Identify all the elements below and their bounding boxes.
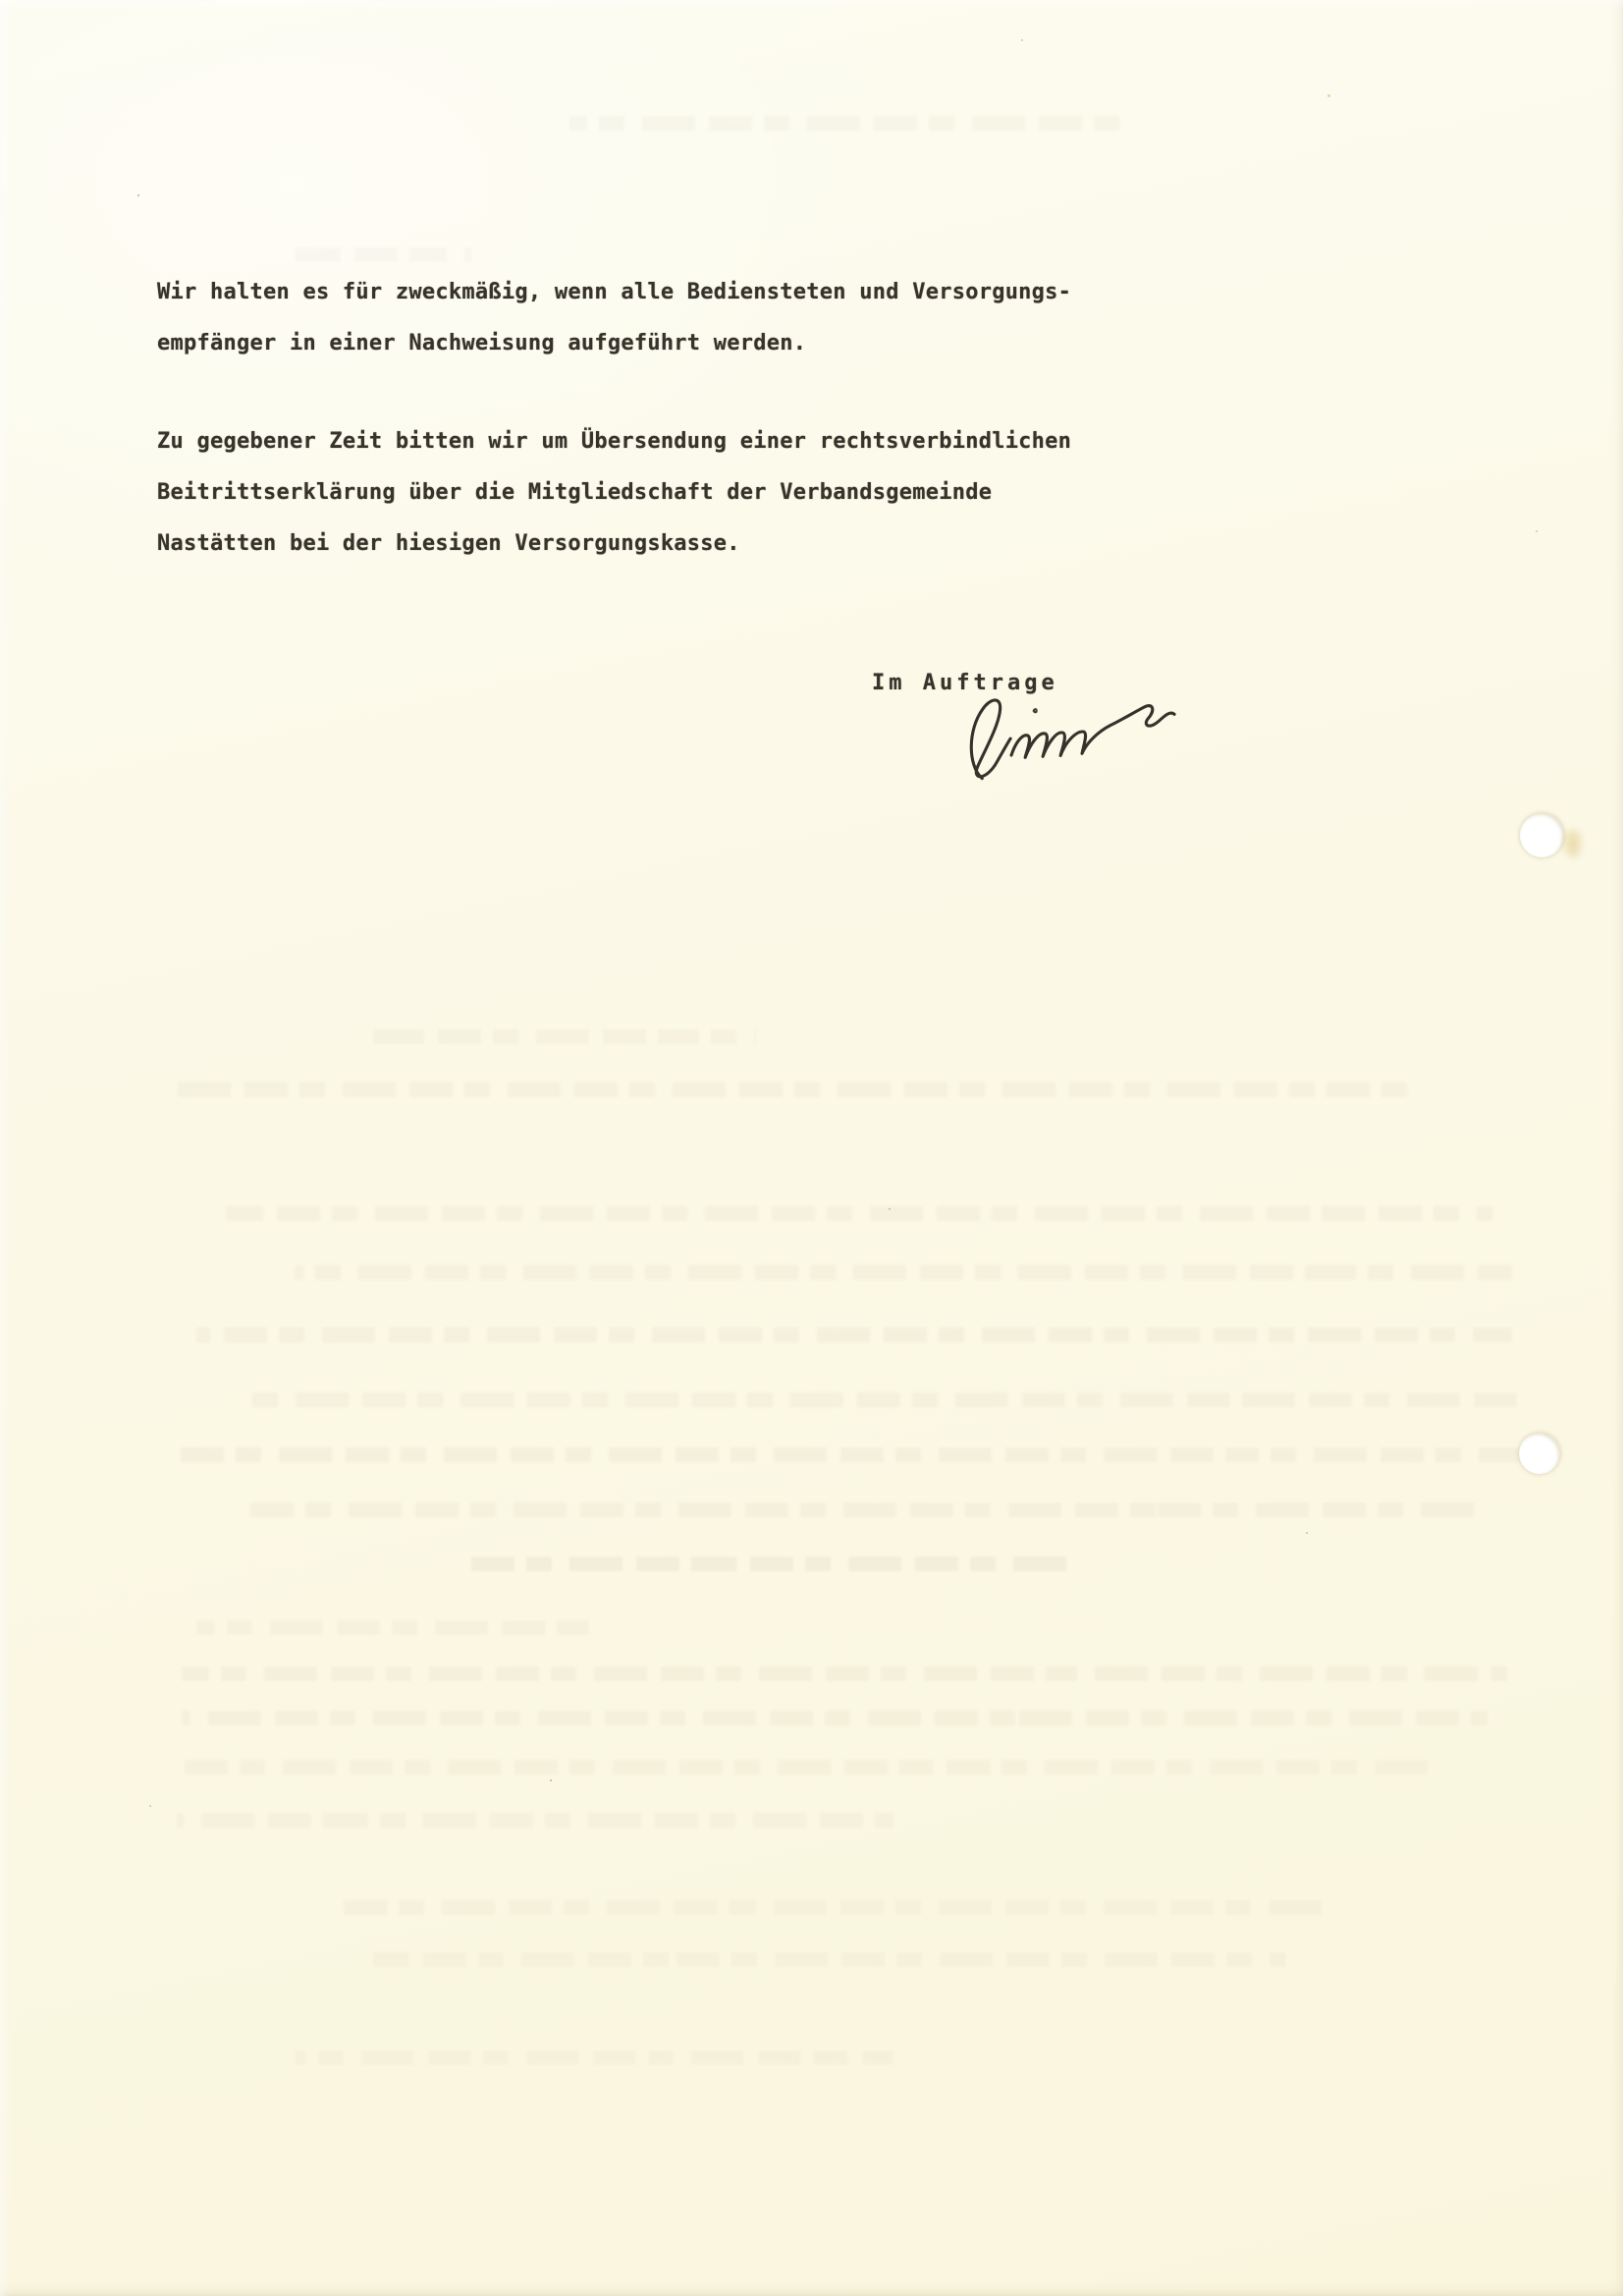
handwritten-signature <box>948 680 1189 790</box>
letter-line: Beitrittserklärung über die Mitgliedschaft der Verbandsgemeinde <box>157 480 993 505</box>
letter-line: Zu gegebener Zeit bitten wir um Übersendung einer rechtsverbindlichen <box>157 429 1072 454</box>
bleed-through-line <box>295 247 471 262</box>
bleed-through-line <box>245 1503 1483 1517</box>
bleed-through-line <box>226 1206 1492 1221</box>
bleed-through-line <box>196 1620 589 1635</box>
letter-line: Nastätten bei der hiesigen Versorgungskasse. <box>157 531 740 556</box>
bleed-through-line <box>569 116 1119 131</box>
bleed-through-line <box>177 1813 893 1828</box>
closing-phrase: Im Auftrage <box>872 671 1058 695</box>
paper-speck <box>1306 1532 1308 1534</box>
letter-line: empfänger in einer Nachweisung aufgeführt werden. <box>157 331 807 355</box>
bleed-through-line <box>373 1029 756 1044</box>
bleed-through-line <box>177 1082 1424 1097</box>
paper-speck <box>550 1779 552 1781</box>
paper-speck <box>1536 530 1538 532</box>
bleed-through-line <box>471 1557 1080 1571</box>
bleed-through-line <box>245 1393 1522 1407</box>
bleed-through-line <box>344 1900 1335 1915</box>
paper-speck <box>889 1208 891 1210</box>
paper-speck <box>1021 39 1023 41</box>
paper-speck <box>137 194 139 196</box>
bleed-through-line <box>182 1667 1507 1681</box>
paper-speck <box>1327 94 1330 97</box>
bleed-through-line <box>177 1448 1542 1462</box>
bleed-through-line <box>182 1711 1488 1725</box>
bleed-through-line <box>196 1328 1512 1342</box>
bleed-through-line <box>295 2050 893 2065</box>
punch-hole-top <box>1520 813 1564 857</box>
paper-smudge <box>1565 830 1581 857</box>
paper-speck <box>149 1805 151 1807</box>
letter-line: Wir halten es für zweckmäßig, wenn alle Bediensteten und Versorgungs- <box>157 280 1072 304</box>
punch-hole-bottom <box>1519 1433 1560 1474</box>
bleed-through-line <box>177 1760 1434 1775</box>
bleed-through-line <box>295 1265 1512 1280</box>
bleed-through-line <box>373 1952 1286 1967</box>
